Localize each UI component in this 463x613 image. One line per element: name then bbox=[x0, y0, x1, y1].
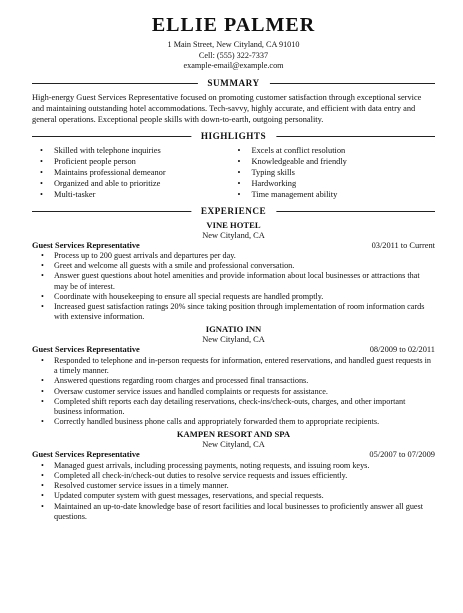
resume-name: ELLIE PALMER bbox=[151, 14, 316, 36]
duty-item: • Increased guest satisfaction ratings 20% since taking position through implementation of room information cards with extensive information. bbox=[32, 302, 435, 322]
job-location: New Cityland, CA bbox=[202, 440, 265, 450]
job-dates: 08/2009 to 02/2011 bbox=[369, 345, 435, 355]
job-employer: IGNATIO INN bbox=[205, 324, 262, 335]
duty-item: • Process up to 200 guest arrivals and departures per day. bbox=[32, 251, 435, 261]
job-employer: VINE HOTEL bbox=[206, 219, 261, 230]
job-entry bbox=[32, 429, 435, 522]
experience-title: EXPERIENCE bbox=[191, 205, 276, 218]
duty-item: • Completed shift reports each day detailing reservations, check-ins/check-outs, charges, and other important business information. bbox=[32, 397, 435, 417]
job-role: Guest Services Representative bbox=[32, 450, 140, 460]
resume-page bbox=[0, 14, 463, 613]
duty-item: • Answered questions regarding room charges and processed final transactions. bbox=[32, 376, 435, 386]
highlight-item: • Typing skills bbox=[234, 167, 436, 178]
duty-item: • Oversaw customer service issues and handled complaints or requests for assistance. bbox=[32, 387, 435, 397]
highlight-item: • Skilled with telephone inquiries bbox=[32, 145, 234, 156]
highlight-item: • Excels at conflict resolution bbox=[234, 145, 436, 156]
job-location: New Cityland, CA bbox=[202, 230, 265, 240]
duty-item: • Maintained an up-to-date knowledge base of resort facilities and local businesses to proficiently answer all guest questions. bbox=[32, 502, 435, 522]
duty-item: • Correctly handled business phone calls and appropriately forwarded them to appropriate recipients. bbox=[32, 417, 435, 427]
duty-item: • Responded to telephone and in-person requests for information, entered reservations, and handled guest requests in a timely manner. bbox=[32, 356, 435, 376]
summary-heading bbox=[32, 77, 435, 90]
highlight-item: • Hardworking bbox=[234, 178, 436, 189]
highlights-left-list bbox=[32, 145, 234, 200]
job-location: New Cityland, CA bbox=[202, 335, 265, 345]
job-role: Guest Services Representative bbox=[32, 240, 140, 250]
duty-item: • Answer guest questions about hotel amenities and provide information about local businesses or attractions that may be of interest. bbox=[32, 271, 435, 291]
highlight-item: • Organized and able to prioritize bbox=[32, 178, 234, 189]
highlight-item: • Knowledgeable and friendly bbox=[234, 156, 436, 167]
job-employer: KAMPEN RESORT AND SPA bbox=[176, 429, 291, 440]
job-entry bbox=[32, 220, 435, 323]
duty-item: • Coordinate with housekeeping to ensure all special requests are handled promptly. bbox=[32, 292, 435, 302]
contact-address: 1 Main Street, New Cityland, CA 91010 bbox=[167, 40, 300, 49]
job-role-row bbox=[32, 345, 435, 356]
duty-item: • Completed all check-in/check-out duties to resolve service requests and issues efficiently. bbox=[32, 471, 435, 481]
duty-item: • Updated computer system with guest messages, reservations, and special requests. bbox=[32, 491, 435, 501]
duty-item: • Resolved customer service issues in a timely manner. bbox=[32, 481, 435, 491]
highlight-item: • Proficient people person bbox=[32, 156, 234, 167]
highlights-right-list bbox=[234, 145, 436, 200]
duty-item: • Greet and welcome all guests with a smile and professional conversation. bbox=[32, 261, 435, 271]
summary-text: High-energy Guest Services Representative focused on promoting customer satisfaction through exceptional service and maintaining outstanding hotel accommodations. Tech-savvy, highly accurate, and efficient with data entry and general operations. Exceptional people skills with down-to-earth, outgoing personality. bbox=[32, 92, 422, 124]
summary-title: SUMMARY bbox=[197, 77, 269, 90]
job-duties bbox=[32, 356, 435, 427]
job-role-row bbox=[32, 450, 435, 461]
highlights-heading bbox=[32, 130, 435, 143]
job-dates: 05/2007 to 07/2009 bbox=[369, 450, 435, 460]
job-dates: 03/2011 to Current bbox=[371, 240, 435, 250]
highlight-item: • Time management ability bbox=[234, 189, 436, 200]
duty-item: • Managed guest arrivals, including processing payments, noting requests, and issuing room keys. bbox=[32, 461, 435, 471]
job-role: Guest Services Representative bbox=[32, 345, 140, 355]
experience-heading bbox=[32, 205, 435, 218]
highlights-title: HIGHLIGHTS bbox=[191, 130, 276, 143]
contact-phone: Cell: (555) 322-7337 bbox=[198, 50, 269, 60]
contact-block bbox=[32, 40, 435, 72]
highlight-item: • Multi-tasker bbox=[32, 189, 234, 200]
job-duties bbox=[32, 251, 435, 322]
job-duties bbox=[32, 461, 435, 522]
contact-email: example-email@example.com bbox=[183, 61, 284, 70]
highlights-grid bbox=[32, 145, 435, 200]
job-role-row bbox=[32, 241, 435, 252]
job-entry bbox=[32, 324, 435, 427]
highlight-item: • Maintains professional demeanor bbox=[32, 167, 234, 178]
